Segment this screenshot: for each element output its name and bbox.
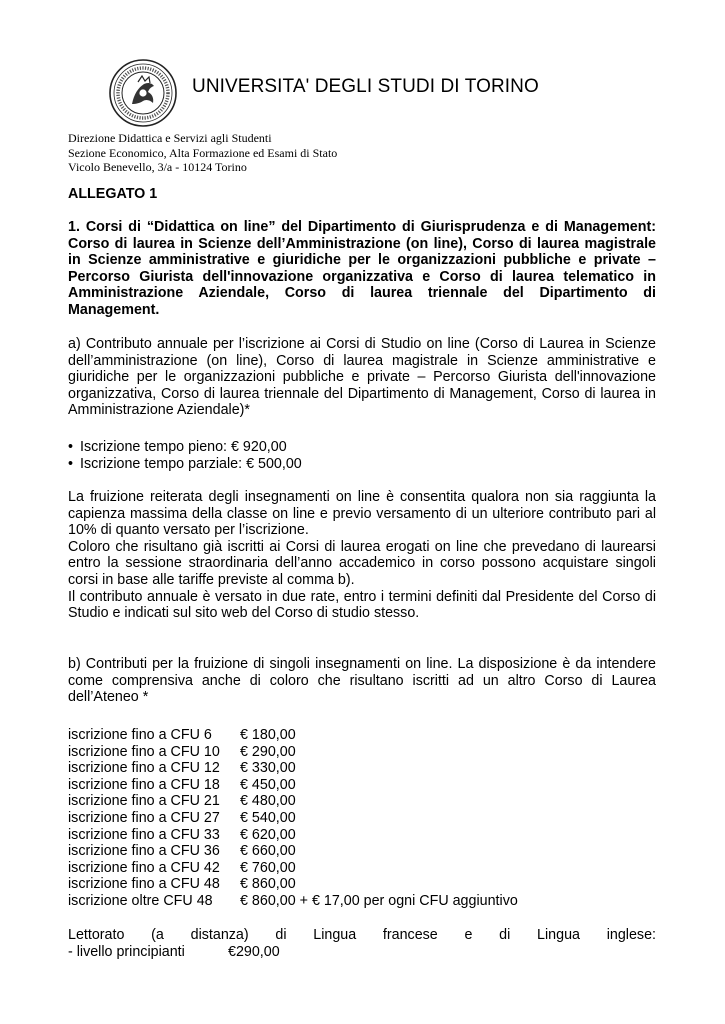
text-line: come comprensiva anche di coloro che risultano iscritti ad un altro Corso di Laurea bbox=[68, 672, 656, 689]
fee-label: iscrizione fino a CFU 42 bbox=[68, 859, 220, 876]
fee-label: iscrizione fino a CFU 36 bbox=[68, 843, 220, 860]
fee-label: iscrizione fino a CFU 6 bbox=[68, 727, 212, 743]
paragraph-a bbox=[68, 336, 656, 419]
text-line: 1. Corsi di “Didattica on line” del Dipartimento di Giurisprudenza e di Management: bbox=[68, 219, 656, 235]
fee-amount: € 450,00 bbox=[240, 776, 296, 793]
table-row bbox=[68, 893, 656, 910]
bullet-text: Iscrizione tempo pieno: € 920,00 bbox=[80, 439, 287, 455]
allegato-heading: ALLEGATO 1 bbox=[68, 186, 158, 202]
cfu-fee-table bbox=[68, 727, 656, 910]
text-line: Management. bbox=[68, 301, 160, 318]
fee-amount: € 290,00 bbox=[240, 743, 296, 760]
text-line: a) Contributo annuale per l’iscrizione ai Corsi di Studio on line (Corso di Laurea in Scienze bbox=[68, 336, 656, 352]
fee-bullet-list bbox=[68, 439, 656, 472]
table-row bbox=[68, 860, 656, 877]
text-line: Amministrazione Aziendale)* bbox=[68, 402, 250, 419]
text-line: 10% di quanto versato per l’iscrizione. bbox=[68, 522, 309, 539]
table-row bbox=[68, 827, 656, 844]
text-line: organizzativa, Corso di laurea triennale del Dipartimento di Management, Corso di laurea in bbox=[68, 385, 656, 402]
table-row bbox=[68, 843, 656, 860]
text-line: entro la sessione straordinaria dell’anno accademico in corso possono acquistare singoli bbox=[68, 555, 656, 572]
text-line: b) Contributi per la fruizione di singoli insegnamenti on line. La disposizione è da intendere bbox=[68, 656, 656, 672]
level-label: - livello principianti bbox=[68, 943, 185, 960]
office-line: Vicolo Benevello, 3/a - 10124 Torino bbox=[68, 160, 247, 174]
bullet-icon: • bbox=[68, 455, 74, 472]
fee-label: iscrizione fino a CFU 27 bbox=[68, 809, 220, 826]
fee-label: iscrizione fino a CFU 12 bbox=[68, 760, 220, 777]
fee-label: iscrizione fino a CFU 18 bbox=[68, 776, 220, 793]
fee-label: iscrizione oltre CFU 48 bbox=[68, 892, 213, 909]
fee-amount: € 860,00 bbox=[240, 876, 296, 893]
fee-amount: € 760,00 bbox=[240, 859, 296, 876]
fee-amount: € 540,00 bbox=[240, 809, 296, 826]
table-row bbox=[68, 760, 656, 777]
table-row bbox=[68, 810, 656, 827]
fee-amount: € 860,00 + € 17,00 per ogni CFU aggiuntivo bbox=[240, 892, 518, 909]
fee-label: iscrizione fino a CFU 33 bbox=[68, 826, 220, 843]
table-row bbox=[68, 744, 656, 761]
office-line: Sezione Economico, Alta Formazione ed Esami di Stato bbox=[68, 145, 338, 160]
list-item bbox=[68, 439, 656, 456]
paragraph-b bbox=[68, 656, 656, 706]
list-item bbox=[68, 456, 656, 473]
text-line: Percorso Giurista dell'innovazione organizzativa e Corso di laurea telematico in bbox=[68, 268, 656, 285]
lettorato-section bbox=[68, 927, 656, 960]
text-line: dell’amministrazione (on line), Corso di laurea magistrale in Scienze amministrative e bbox=[68, 352, 656, 369]
table-row bbox=[68, 944, 656, 961]
text-line: Studio e indicati sul sito web del Corso di studio stesso. bbox=[68, 605, 420, 622]
text-line: dell’Ateneo * bbox=[68, 689, 149, 706]
table-row bbox=[68, 777, 656, 794]
university-title: UNIVERSITA' DEGLI STUDI DI TORINO bbox=[192, 76, 539, 97]
fee-amount: € 480,00 bbox=[240, 793, 296, 810]
text-line: Amministrazione Aziendale, Corso di laurea triennale del Dipartimento di bbox=[68, 285, 656, 302]
bullet-text: Iscrizione tempo parziale: € 500,00 bbox=[80, 455, 302, 472]
table-row bbox=[68, 727, 656, 744]
text-line: in Scienze amministrative e giuridiche per le organizzazioni pubbliche e private – bbox=[68, 252, 656, 269]
table-row bbox=[68, 876, 656, 893]
bullet-icon: • bbox=[68, 439, 74, 455]
text-line: Il contributo annuale è versato in due rate, entro i termini definiti dal Presidente del Corso di bbox=[68, 588, 656, 605]
fee-amount: € 620,00 bbox=[240, 826, 296, 843]
paragraph-fruizione bbox=[68, 489, 656, 622]
text-line: capienza massima della classe on line e previo versamento di un ulteriore contributo pari al bbox=[68, 505, 656, 522]
fee-label: iscrizione fino a CFU 48 bbox=[68, 876, 220, 893]
fee-label: iscrizione fino a CFU 10 bbox=[68, 743, 220, 760]
table-row bbox=[68, 793, 656, 810]
fee-amount: € 660,00 bbox=[240, 843, 296, 860]
text-line: Coloro che risultano già iscritti ai Corsi di laurea erogati on line che prevedano di laurearsi bbox=[68, 538, 656, 555]
office-line: Direzione Didattica e Servizi agli Studenti bbox=[68, 131, 272, 145]
fee-amount: € 330,00 bbox=[240, 760, 296, 777]
text-line: giuridiche per le organizzazioni pubbliche e private – Percorso Giurista dell'innovazione bbox=[68, 369, 656, 386]
office-address bbox=[68, 131, 337, 175]
level-amount: €290,00 bbox=[228, 943, 280, 960]
lettorato-heading: Lettorato (a distanza) di Lingua francese e di Lingua inglese: bbox=[68, 927, 656, 943]
fee-amount: € 180,00 bbox=[240, 727, 296, 743]
text-line: corsi in base alle tariffe previste al comma b). bbox=[68, 571, 355, 588]
section-1-heading bbox=[68, 219, 656, 319]
fee-label: iscrizione fino a CFU 21 bbox=[68, 793, 220, 810]
university-seal-icon bbox=[108, 58, 178, 128]
document-header bbox=[108, 58, 668, 128]
text-line: Corso di laurea in Scienze dell’Amministrazione (on line), Corso di laurea magistrale bbox=[68, 235, 656, 252]
text-line: La fruizione reiterata degli insegnamenti on line è consentita qualora non sia raggiunta la bbox=[68, 489, 656, 505]
